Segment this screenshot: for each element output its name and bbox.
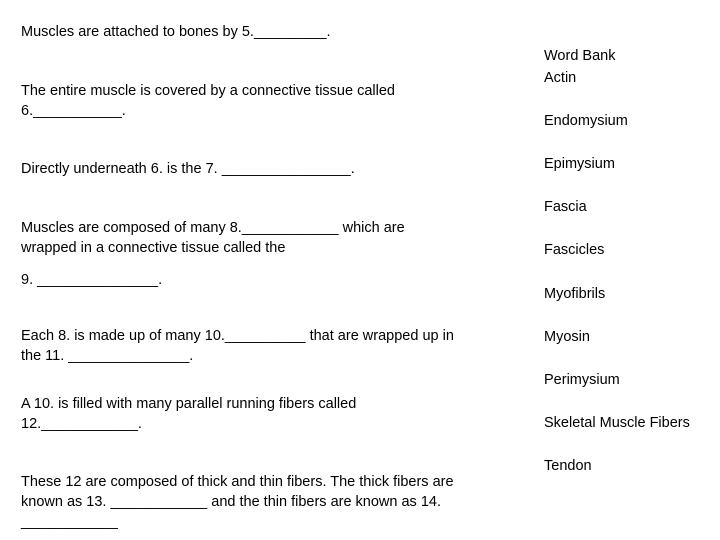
question-10-11: Each 8. is made up of many 10.__________ that are wrapped up in the 11. _______________.: [21, 328, 454, 364]
question-9: 9. _______________.: [21, 272, 163, 288]
word-bank-item: Tendon: [544, 458, 592, 474]
question-8: Muscles are composed of many 8.____________ which are wrapped in a connective tissue called the: [21, 220, 405, 256]
question-12: A 10. is filled with many parallel running fibers called 12.____________.: [21, 396, 357, 432]
question-7: Directly underneath 6. is the 7. ________________.: [21, 161, 355, 177]
word-bank-item: Skeletal Muscle Fibers: [544, 415, 690, 431]
word-bank-item: Perimysium: [544, 372, 620, 388]
word-bank-item: Myosin: [544, 329, 590, 345]
question-13-14: These 12 are composed of thick and thin fibers. The thick fibers are known as 13. ____________ and the thin fibers are known as 14. ____________: [21, 474, 454, 530]
word-bank-item: Epimysium: [544, 156, 615, 172]
word-bank-item: Myofibrils: [544, 286, 606, 302]
question-5: Muscles are attached to bones by 5._________.: [21, 24, 331, 40]
question-6: The entire muscle is covered by a connective tissue called 6.___________.: [21, 83, 395, 119]
word-bank-item: Endomysium: [544, 113, 628, 129]
word-bank-item: Actin: [544, 70, 577, 86]
word-bank-title: Word Bank: [544, 48, 616, 64]
word-bank-item: Fascicles: [544, 242, 605, 258]
word-bank-item: Fascia: [544, 199, 587, 215]
